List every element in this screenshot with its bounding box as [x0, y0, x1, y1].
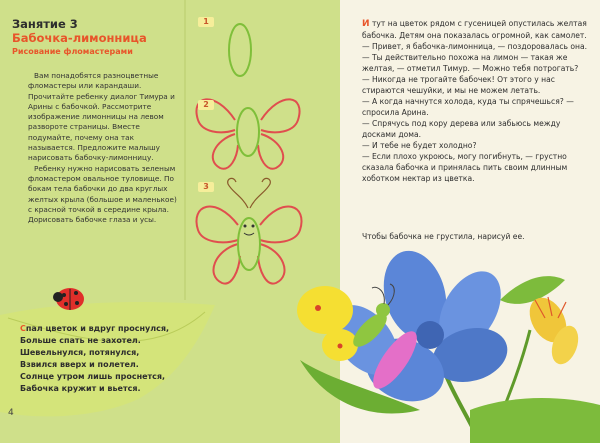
story-text [362, 18, 592, 184]
dropcap: И [362, 19, 370, 29]
step-badge-1: 1 [198, 17, 214, 27]
story-line: — Ты действительно похожа на лимон — такая же желтая, — отметил Тимур. — Можно тебя потрогать? [362, 53, 579, 73]
lesson-title: Бабочка-лимонница [12, 31, 147, 45]
story-line: — Если плохо укроюсь, могу погибнуть, — грустно сказала бабочка и принялась пить своим длинным хоботком нектар из цветка. [362, 152, 568, 183]
poem [20, 323, 210, 395]
step-badge-3: 3 [198, 182, 214, 192]
lesson-number: Занятие 3 [12, 17, 78, 31]
step-badge-2: 2 [198, 100, 214, 110]
instructions-paragraph: Ребенку нужно нарисовать зеленым фломастером овальное туловище. По бокам тела бабочки до два круглых желтых крыла (большое и маленькое) с красной точкой в середине крыла. Дорисовать бабочке глаза и усы. [28, 163, 177, 225]
page-number: 4 [8, 408, 14, 418]
story-line: — А когда начнутся холода, куда ты спрячешься? — спросила Арина. [362, 97, 574, 117]
story-line: — Привет, я бабочка-лимонница, — поздоровалась она. [362, 42, 588, 51]
story-line: И тут на цветок рядом с гусеницей опустилась желтая бабочка. Детям она показалась огромной, как самолет. [362, 19, 587, 40]
poem-line: Шевельнулся, потянулся, [20, 348, 140, 357]
poem-line: Солнце утром лишь проснется, [20, 372, 166, 381]
step-1-drawing [229, 24, 251, 76]
title-block [12, 17, 177, 58]
lesson-subtitle: Рисование фломастерами [12, 47, 133, 56]
story-line: — Никогда не трогайте бабочек! От этого у нас стираются чешуйки, и мы не можем летать. [362, 75, 555, 95]
step-3-drawing [196, 178, 301, 283]
instructions-paragraph: Вам понадобятся разноцветные фломастеры или карандаши. Прочитайте ребенку диалог Тимура и Арины с бабочкой. Рассмотрите изображение лимонницы на левом развороте страницы. Вместе подумайте, почему она так называется. Предложите малышу нарисовать бабочку-лимонницу. [28, 71, 175, 163]
poem-line: Больше спать не захотел. [20, 336, 141, 345]
poem-line: Бабочка кружит и вьется. [20, 384, 141, 393]
instructions [28, 71, 178, 225]
poem-line: Спал цветок и вдруг проснулся, [20, 324, 170, 333]
poem-line: Взвился вверх и полетел. [20, 360, 139, 369]
closing-line: Чтобы бабочка не грустила, нарисуй ее. [362, 232, 525, 241]
story-line: — И тебе не будет холодно? [362, 141, 477, 150]
story-line: — Спрячусь под кору дерева или забьюсь между досками дома. [362, 119, 561, 139]
poem-first-letter: С [20, 324, 26, 333]
